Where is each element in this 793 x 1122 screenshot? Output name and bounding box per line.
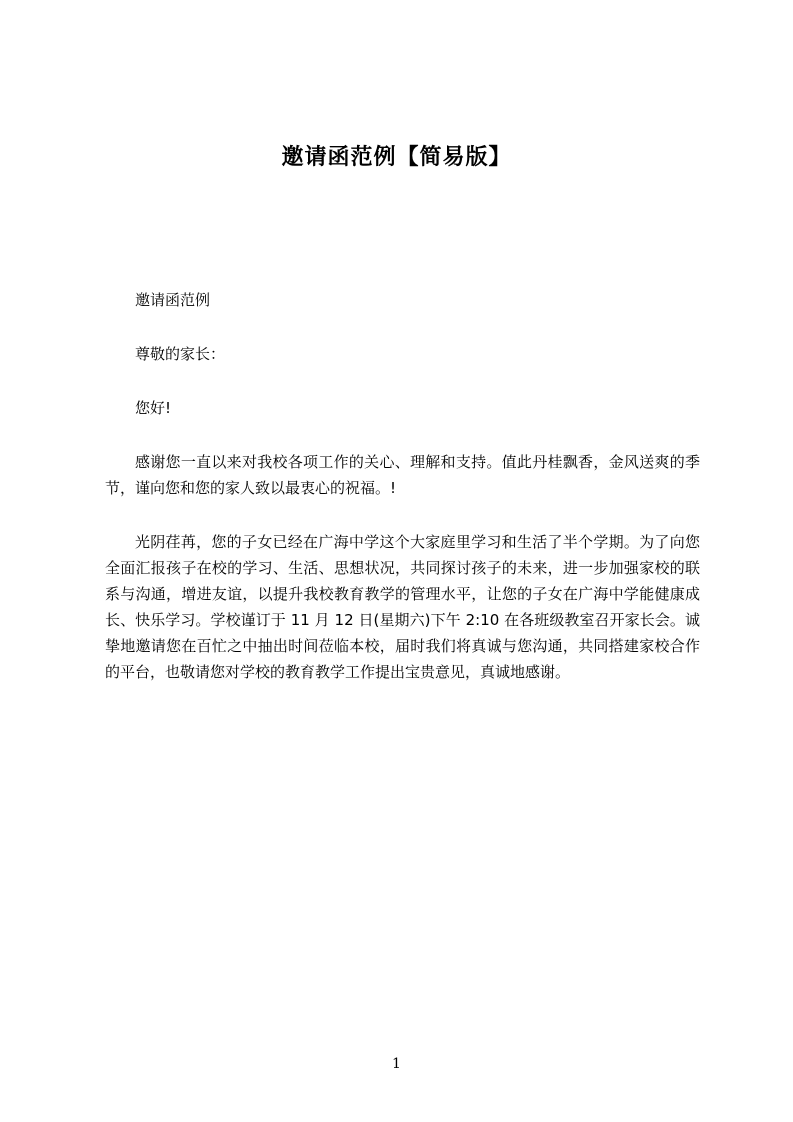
paragraph-salutation: 尊敬的家长： (135, 345, 226, 363)
paragraph-greeting: 您好! (135, 399, 172, 417)
paragraph-thanks: 感谢您一直以来对我校各项工作的关心、理解和支持。值此丹桂飘香，金风送爽的季节，谨向您和您的家人致以最衷心的祝福。! (105, 453, 700, 497)
page-number: 1 (392, 1056, 401, 1072)
paragraph-invitation: 光阴荏苒，您的子女已经在广海中学这个大家庭里学习和生活了半个学期。为了向您全面汇报孩子在校的学习、生活、思想状况，共同探讨孩子的未来，进一步加强家校的联系与沟通，增进友谊，以提升我校教育教学的管理水平，让您的子女在广海中学能健康成长、快乐学习。学校谨订于 11 月 12 日(星期六)下午 2:10 在各班级教室召开家长会。诚挚地邀请您在百忙之中抽出时间莅临本校，届时我们将真诚与您沟通，共同搭建家校合作的平台，也敬请您对学校的教育教学工作提出宝贵意见，真诚地感谢。 (105, 533, 700, 681)
document-title: 邀请函范例【简易版】 (281, 145, 512, 170)
document-body (105, 287, 700, 713)
paragraph-heading: 邀请函范例 (135, 291, 211, 309)
